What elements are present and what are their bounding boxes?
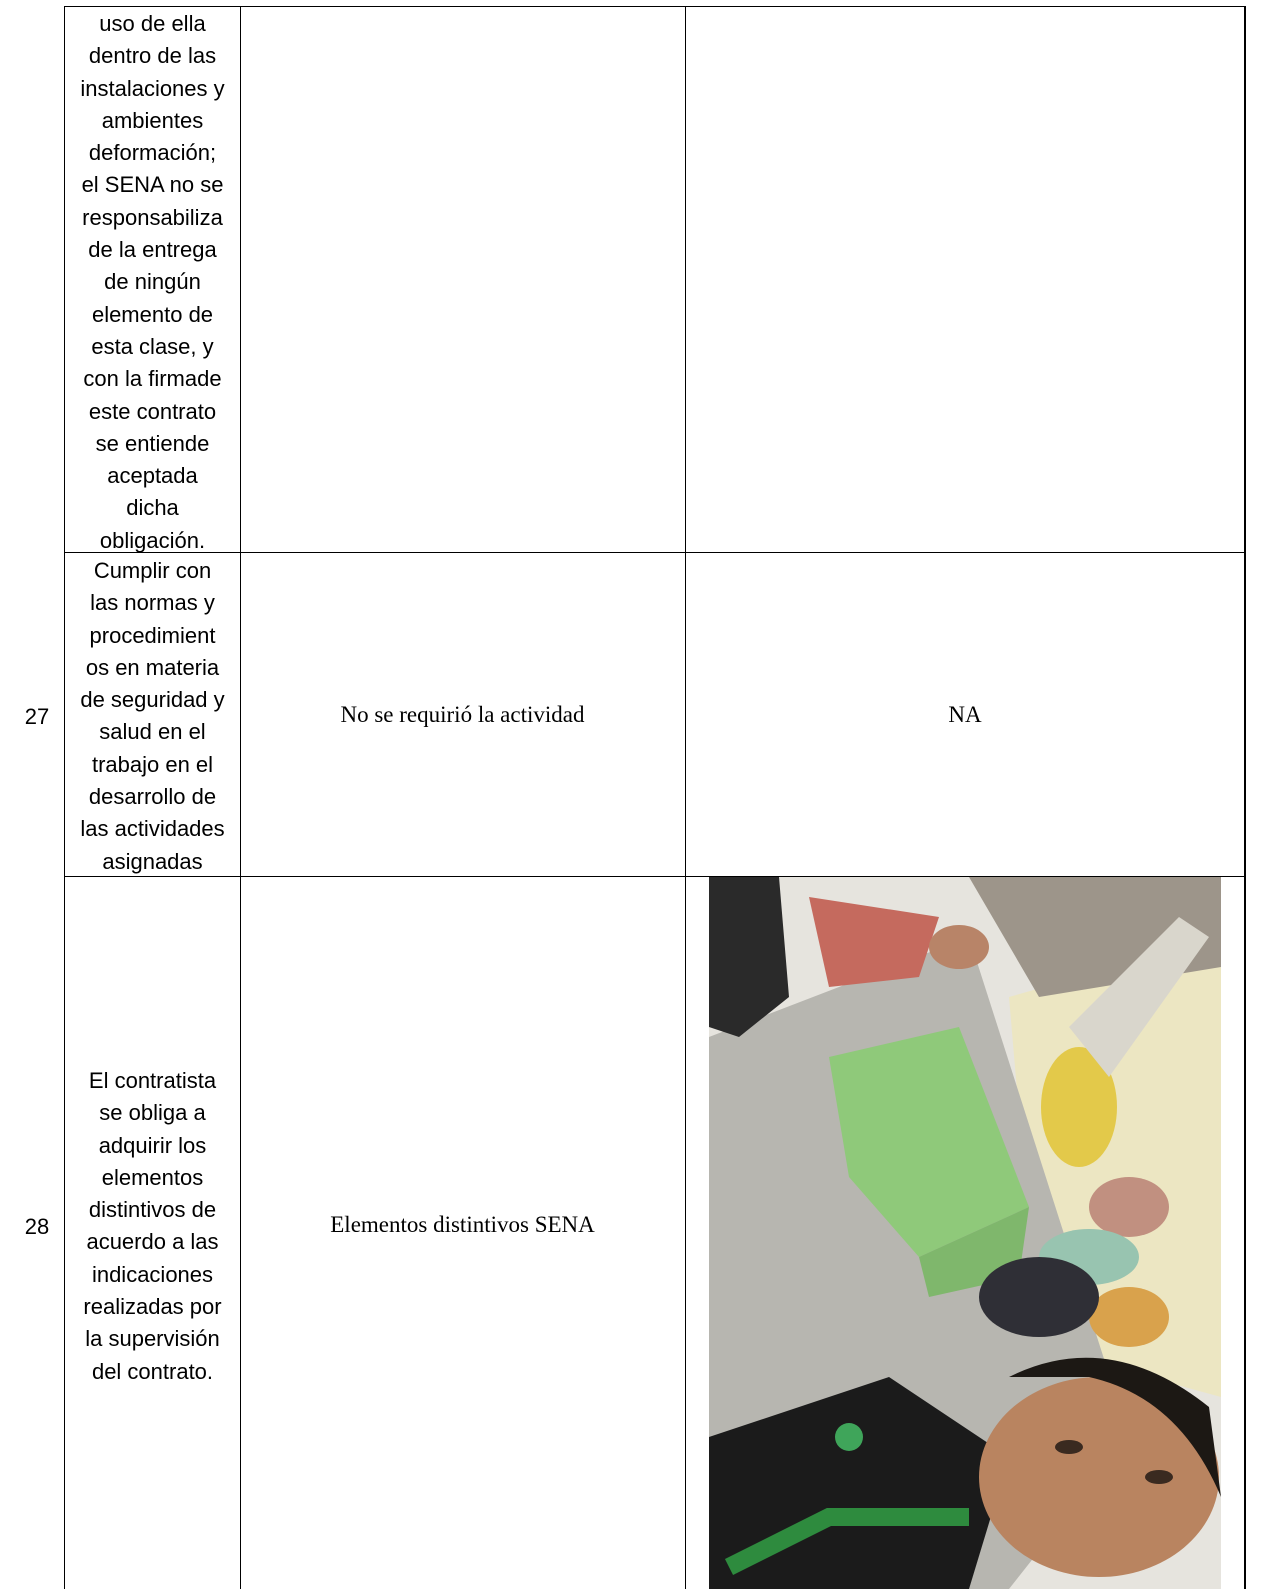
column-divider-1 [240,6,241,1589]
activity-text-27: No se requirió la actividad [340,702,585,727]
column-divider-2 [685,6,686,1589]
obligation-text-28: El contratista se obliga a adquirir los elementos distintivos de acuerdo a las indicaciones realizadas por la supervisión del contrato. [83,1068,222,1384]
evidence-text-27: NA [948,702,982,727]
obligation-text-27: Cumplir con las normas y procedimient os en materia de seguridad y salud en el trabajo en el desarrollo de las actividades asignadas [80,558,225,874]
activity-text-28: Elementos distintivos SENA [330,1212,595,1237]
photo-illustration [709,877,1221,1589]
table-border-right [1244,6,1246,1589]
row-divider-1 [64,552,1246,553]
evidence-photo [709,877,1221,1589]
table-border-left [64,6,65,1589]
row-number-28: 28 [24,1214,50,1239]
obligation-text-continued: uso de ella dentro de las instalaciones y ambientes deformación; el SENA no se responsabiliza de la entrega de ningún elemento de esta clase, y con la firmade este contrato se entiende aceptada dicha obligación. [80,11,225,553]
row-number-27: 27 [24,704,50,729]
table-border-top [64,6,1246,7]
